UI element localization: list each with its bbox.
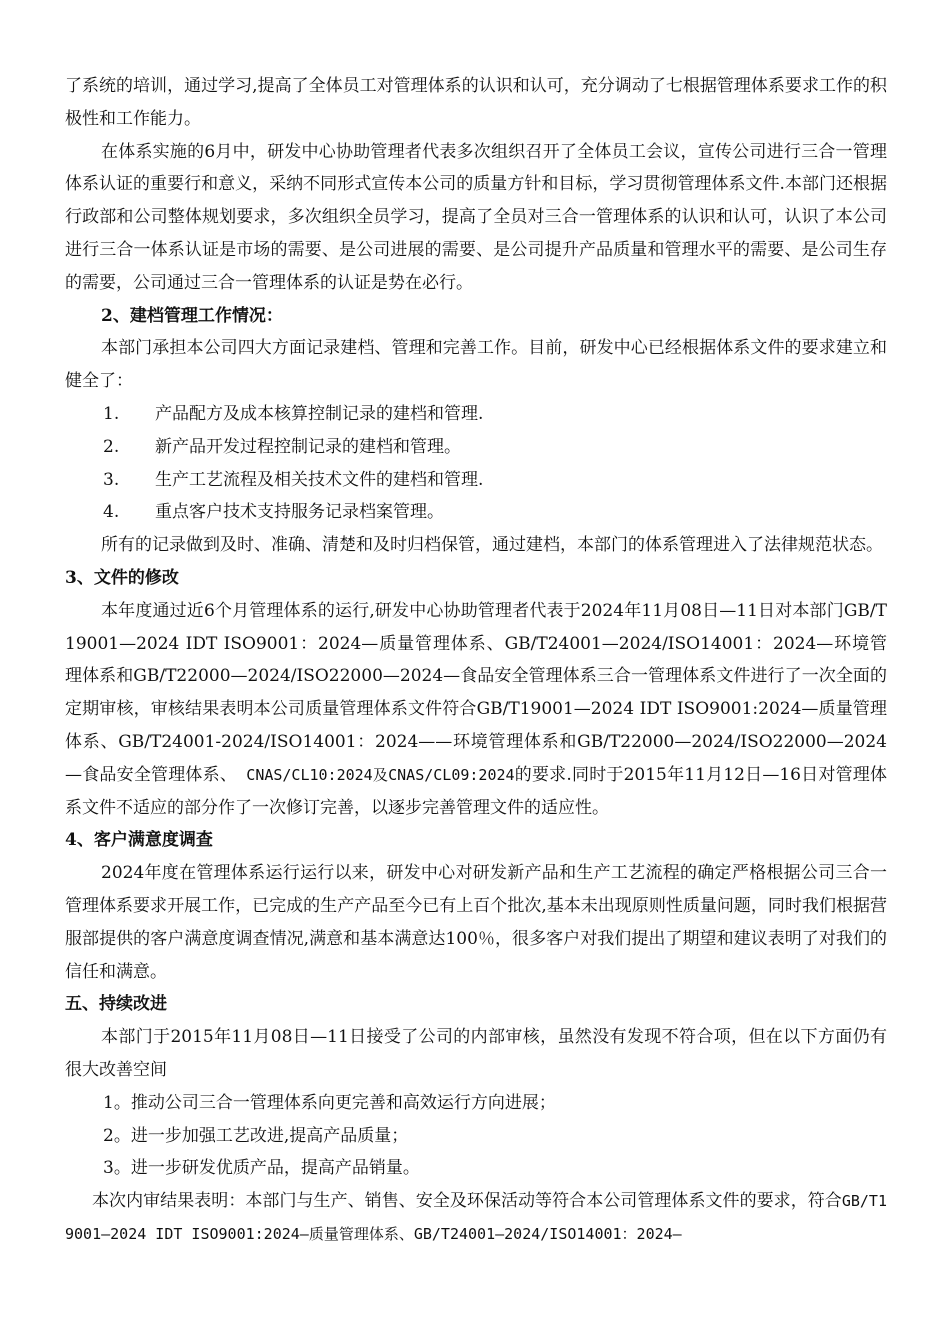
list-item (65, 398, 887, 431)
conclusion-text: 本次内审结果表明：本部门与生产、销售、安全及环保活动等符合本公司管理体系文件的要求，符合 (92, 1191, 842, 1212)
list-item-text: 生产工艺流程及相关技术文件的建档和管理. (155, 469, 484, 490)
revision-text-part2: 的要求.同时于2015年11月12日—16日对管理体系文件不适应的部分作了一次修订完善，以逐步完善管理文件的适应性。 (65, 764, 888, 818)
list-item-text: 新产品开发过程控制记录的建档和管理。 (155, 436, 461, 457)
heading-continuous-improvement: 五、持续改进 (65, 994, 167, 1015)
heading-customer-satisfaction: 4、客户满意度调查 (65, 830, 213, 851)
paragraph-document-revision (65, 595, 887, 825)
list-item (65, 496, 887, 529)
list-item-number: 4. (103, 502, 120, 523)
revision-text-part1: 本年度通过近6个月管理体系的运行,研发中心协助管理者代表于2024年11月08日—11日对本部门GB/T19001—2024 IDT ISO9001：2024—质量管理体系、GB/T24001—2024/ISO14001：2024—环境管理体系和GB/T22000—2024/ISO22000—2024—食品安全管理体系三合一管理体系文件进行了一次全面的定期审核，审核结果表明本公司质量管理体系文件符合GB/T19001—2024 IDT ISO9001:2024—质量管理体系、GB/T24001-2024/ISO14001：2024——环境管理体系和GB/T22000—2024/ISO22000—2024—食品安全管理体系、 (65, 600, 887, 785)
list-item-number: 2. (103, 436, 120, 457)
paragraph-audit-conclusion (65, 1185, 887, 1251)
list-item (65, 464, 887, 497)
list-item-number: 3. (103, 469, 120, 490)
paragraph-customer-satisfaction: 2024年度在管理体系运行运行以来，研发中心对研发新产品和生产工艺流程的确定严格根据公司三合一管理体系要求开展工作，已完成的生产产品至今已有上百个批次,基本未出现原则性质量问题，同时我们根据营服部提供的客户满意度调查情况,满意和基本满意达100％，很多客户对我们提出了期望和建议表明了对我们的信任和满意。 (65, 863, 887, 982)
paragraph-internal-audit: 本部门于2015年11月08日—11日接受了公司的内部审核，虽然没有发现不符合项，但在以下方面仍有很大改善空间 (65, 1027, 887, 1080)
document-page (65, 70, 887, 1251)
revision-cnas-reference: CNAS/CL10:2024及CNAS/CL09:2024 (237, 765, 515, 784)
heading-document-revision: 3、文件的修改 (65, 567, 179, 588)
paragraph-archive-result: 所有的记录做到及时、准确、清楚和及时归档保管，通过建档，本部门的体系管理进入了法律规范状态。 (101, 535, 883, 556)
paragraph-archive-intro: 本部门承担本公司四大方面记录建档、管理和完善工作。目前，研发中心已经根据体系文件的要求建立和健全了： (65, 338, 887, 392)
improvement-item: 3。进一步研发优质产品，提高产品销量。 (103, 1158, 420, 1179)
archive-list (65, 398, 887, 529)
paragraph-training: 了系统的培训，通过学习,提高了全体员工对管理体系的认识和认可，充分调动了七根据管理体系要求工作的积极性和工作能力。 (65, 76, 887, 129)
improvement-list (65, 1087, 887, 1185)
list-item (65, 431, 887, 464)
conclusion-standards: GB/T19001—2024 IDT ISO9001:2024—质量管理体系、GB/T24001—2024/ISO14001：2024— (65, 1192, 887, 1243)
improvement-item: 1。推动公司三合一管理体系向更完善和高效运行方向进展； (103, 1092, 556, 1113)
improvement-item: 2。进一步加强工艺改进,提高产品质量； (103, 1125, 409, 1146)
paragraph-implementation: 在体系实施的6月中，研发中心协助管理者代表多次组织召开了全体员工会议，宣传公司进行三合一管理体系认证的重要行和意义，采纳不同形式宣传本公司的质量方针和目标，学习贯彻管理体系文件.本部门还根据行政部和公司整体规划要求，多次组织全员学习，提高了全员对三合一管理体系的认识和认可，认识了本公司进行三合一体系认证是市场的需要、是公司进展的需要、是公司提升产品质量和管理水平的需要、是公司生存的需要，公司通过三合一管理体系的认证是势在必行。 (65, 141, 887, 293)
list-item-number: 1. (103, 403, 120, 424)
heading-archive-management: 2、建档管理工作情况： (101, 305, 283, 326)
list-item-text: 产品配方及成本核算控制记录的建档和管理. (155, 403, 484, 424)
list-item-text: 重点客户技术支持服务记录档案管理。 (155, 502, 444, 523)
